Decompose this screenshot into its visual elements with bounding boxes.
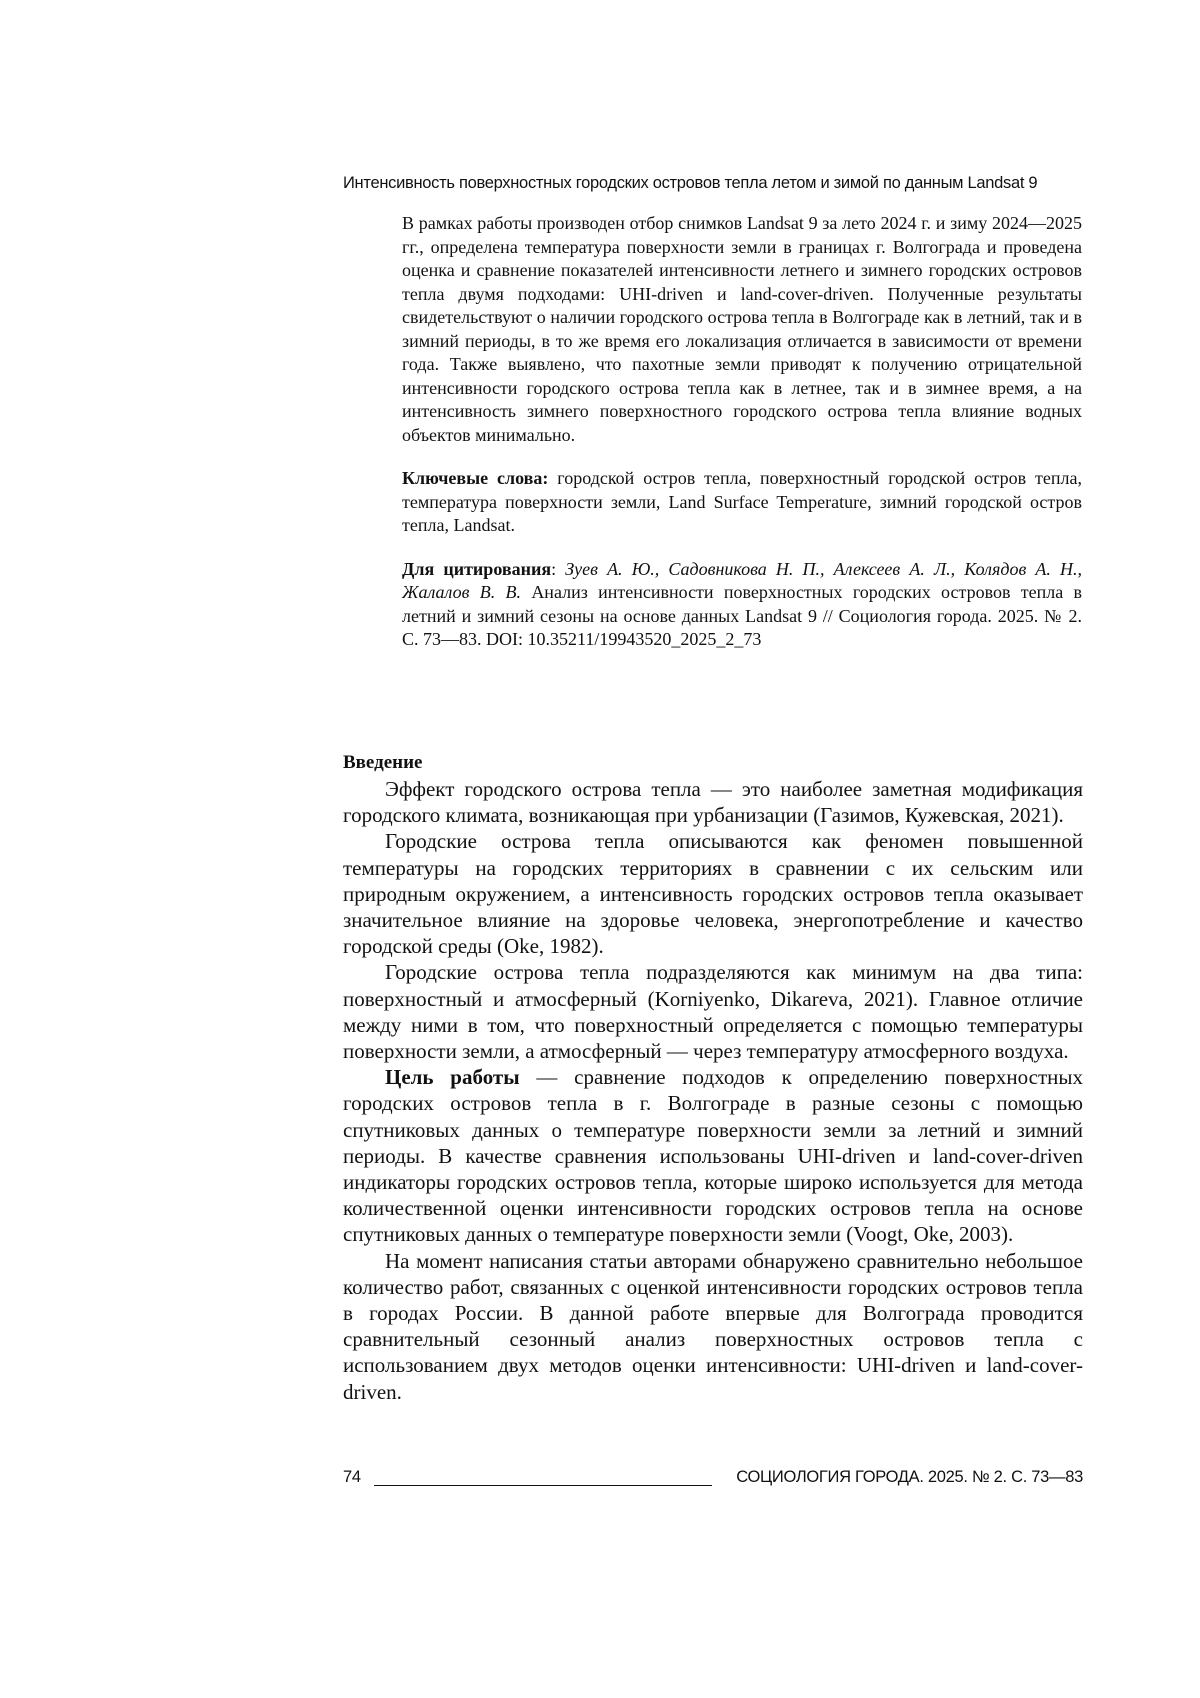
citation-text: Анализ интенсивности поверхностных городских островов тепла в летний и зимний сезоны на основе данных Landsat 9 // Социология города. 2025. № 2. С. 73—83. DOI: 10.35211/19943520_2025_2_73: [402, 582, 1082, 649]
citation-label: Для цитирования: [402, 559, 551, 579]
keywords-label: Ключевые слова:: [402, 468, 548, 488]
intro-paragraph-1: Эффект городского острова тепла — это наиболее заметная модификация городского климата, возникающая при урбанизации (Газимов, Кужевская, 2021).: [343, 776, 1083, 828]
intro-paragraph-5: На момент написания статьи авторами обнаружено сравнительно небольшое количество работ, связанных с оценкой интенсивности городских островов тепла в городах России. В данной работе впервые для Волгограда проводится сравнительный сезонный анализ поверхностных островов тепла с использованием двух методов оценки интенсивности: UHI-driven и land-cover-driven.: [343, 1248, 1083, 1405]
running-title: Интенсивность поверхностных городских островов тепла летом и зимой по данным Landsat 9: [343, 174, 1083, 193]
keywords-text: городской остров тепла, поверхностный городской остров тепла, температура поверхности земли, Land Surface Temperature, зимний городской остров тепла, Landsat.: [402, 468, 1082, 535]
intro-paragraph-4: [343, 1064, 1083, 1247]
keywords: [402, 467, 1082, 538]
goal-label: Цель работы: [385, 1065, 520, 1089]
abstract-text: В рамках работы производен отбор снимков Landsat 9 за лето 2024 г. и зиму 2024—2025 гг., определена температура поверхности земли в границах г. Волгограда и проведена оценка и сравнение показателей интенсивности летнего и зимнего городских островов тепла двумя подходами: UHI-driven и land-cover-driven. Полученные результаты свидетельствуют о наличии городского острова тепла в Волгограде как в летний, так и в зимний периоды, в то же время его локализация отличается в зависимости от времени года. Также выявлено, что пахотные земли приводят к получению отрицательной интенсивности городского острова тепла как в летнее, так и в зимнее время, а на интенсивность зимнего поверхностного городского острова тепла влияние водных объектов минимально.: [402, 212, 1082, 447]
journal-reference: СОЦИОЛОГИЯ ГОРОДА. 2025. № 2. С. 73—83: [736, 1468, 1083, 1487]
abstract-block: [402, 212, 1082, 652]
citation-separator: :: [551, 559, 556, 579]
intro-paragraph-3: Городские острова тепла подразделяются как минимум на два типа: поверхностный и атмосферный (Korniyenko, Dikareva, 2021). Главное отличие между ними в том, что поверхностный определяется с помощью температуры поверхности земли, а атмосферный — через температуру атмосферного воздуха.: [343, 959, 1083, 1064]
goal-text: — сравнение подходов к определению поверхностных городских островов тепла в г. Волгограде в разные сезоны с помощью спутниковых данных о температуре поверхности земли за летний и зимний периоды. В качестве сравнения использованы UHI-driven и land-cover-driven индикаторы городских островов тепла, которые широко используется для метода количественной оценки интенсивности городских островов тепла на основе спутниковых данных о температуре поверхности земли (Voogt, Oke, 2003).: [343, 1065, 1083, 1246]
page-footer: [343, 1468, 1083, 1492]
intro-paragraph-2: Городские острова тепла описываются как феномен повышенной температуры на городских территориях в сравнении с их сельским или природным окружением, а интенсивность городских островов тепла оказывает значительное влияние на здоровье человека, энергопотребление и качество городской среды (Oke, 1982).: [343, 828, 1083, 959]
page-number: 74: [343, 1468, 361, 1487]
citation: [402, 558, 1082, 652]
footer-rule: [374, 1485, 712, 1486]
introduction-section: [343, 750, 1083, 1405]
citation-authors: Зуев А. Ю., Садовникова Н. П., Алексеев А. Л., Колядов А. Н., Жалалов В. В.: [402, 559, 1082, 603]
section-heading: Введение: [343, 750, 1083, 776]
